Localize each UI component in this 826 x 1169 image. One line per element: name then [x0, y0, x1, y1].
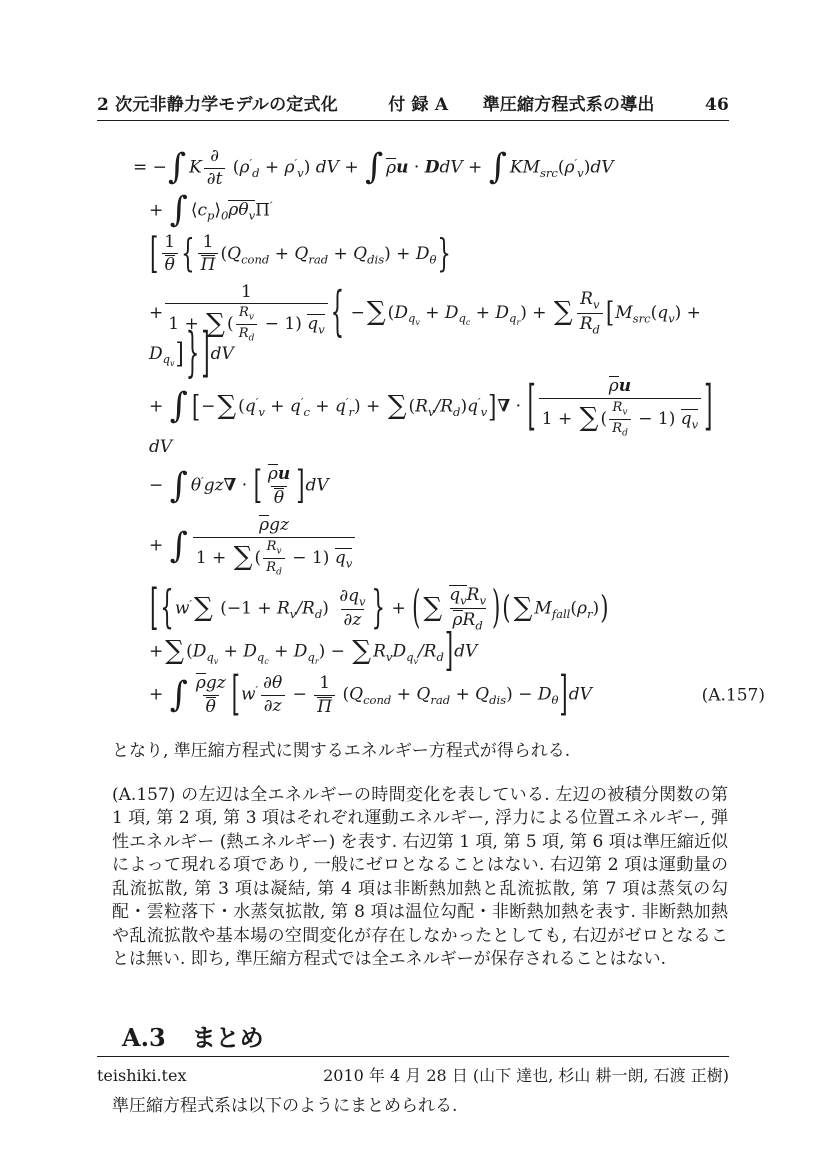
section-heading: [122, 1018, 729, 1053]
equation-line: = −∫ K ∂ ∂t $(\rho'_d + \rho'_v)$ dV + ∫ ρu · DdV + ∫ $KM_{src}(\rho'_v)dV$: [133, 146, 614, 189]
header-chapter-title: 2 次元非静力学モデルの定式化: [97, 95, 338, 115]
paragraph-discussion: (A.157) の左辺は全エネルギーの時間変化を表している. 左辺の被積分関数の第 1 項, 第 2 項, 第 3 項はそれぞれ運動エネルギー, 浮力による位置エネルギー, 弾性エネルギー (熱エネルギー) を表す. 右辺第 1 項, 第 5 項, 第 6 項は準圧縮近似によって現れる項であり, 一般にゼロとなることはない. 右辺第 2 項は運動量の乱流拡散, 第 3 項は凝結, 第 4 項は非断熱加熱と乱流拡散, 第 7 項は蒸気の勾配・雲粒落下・水蒸気拡散, 第 8 項は温位勾配・非断熱加熱を表す. 非断熱加熱や乱流拡散や基本場の空間変化が存在しなかったとしても, 右辺がゼロとなることは無い. 即ち, 準圧縮方程式では全エネルギーが保存されることはない.: [112, 785, 728, 970]
page-number: 46: [704, 95, 729, 115]
equation-line: [{w′∑ $(-1 + R_v/R_d)$ $\frac{\partial q_v}{\partial z}$ } + ( ∑ $q_vR_v$ $\rho R_d$ )( ∑ $M_{fall}(\rho_r)$): [150, 579, 609, 638]
footer-filename: teishiki.tex: [97, 1066, 187, 1085]
equation-block: [133, 145, 765, 723]
equation-line: + ∫ ρgz θ [w′ $\frac{\partial\theta}{\partial z}$ − $\frac{1}{\Pi}$ $(Q_{cond} + Q_{rad} + Q_{dis}) - D_\theta]dV$ (A.157): [149, 667, 765, 723]
section-title: まとめ: [191, 1024, 264, 1052]
header-rule: [97, 120, 729, 121]
equation-line: + 1 1 + ∑ ( $\frac{R_v}{R_d}$ − 1) $q_v$ { −∑ $(D_{q_v} + D_{q_c} + D_{q_r})$ + ∑ $\frac{R_v}{R_d}$ $[M_{src}(q_v) + D_{q_v}]\}]dV$: [149, 281, 701, 386]
equation-line: + ∫ [−∑ $(q'_v + q'_c + q'_r)$ + ∑ $(R_v/R_d)q'_v]\nabla$ · [ ρu 1 + ∑ ( $\frac{R_v}{R_d}$ − 1) $q_v$ ]dV: [149, 375, 713, 458]
equation-line: + ∫ ρgz 1 + ∑ ( $\frac{R_v}{R_d}$ − 1) $q_v$: [133, 513, 729, 579]
equation-line: [ $\frac{1}{\theta}$ { $\frac{1}{\Pi}$ $(Q_{cond} + Q_{rad} + Q_{dis}) + D_\theta$}: [150, 229, 451, 279]
equation-number: (A.157): [701, 684, 765, 705]
page-header: [97, 90, 729, 115]
section-number: A.3: [122, 1022, 166, 1052]
paragraph-summary-intro: 準圧縮方程式系は以下のようにまとめられる.: [112, 1095, 458, 1116]
footer-date-authors: 2010 年 4 月 28 日 (山下 達也, 杉山 耕一朗, 石渡 正樹): [323, 1066, 729, 1085]
equation-line: + ∫ $⟨c_p⟩_0\rho\theta_v\Pi'$: [149, 190, 273, 231]
footer-rule: [97, 1056, 729, 1057]
header-appendix-title: 付 録 A 準圧縮方程式系の導出: [388, 95, 655, 115]
page-footer: [97, 1056, 729, 1086]
equation-line: +∑ $(D_{q_v} + D_{q_c} + D_{q_r})$ − ∑ $R_vD_{q_v}/R_d]dV$: [149, 625, 478, 678]
equation-line: − ∫ θ′gz∇ · [ $\frac{\rho u}{\theta}$ ]dV: [149, 463, 329, 509]
paragraph-conclusion: となり, 準圧縮方程式に関するエネルギー方程式が得られる.: [112, 740, 571, 761]
